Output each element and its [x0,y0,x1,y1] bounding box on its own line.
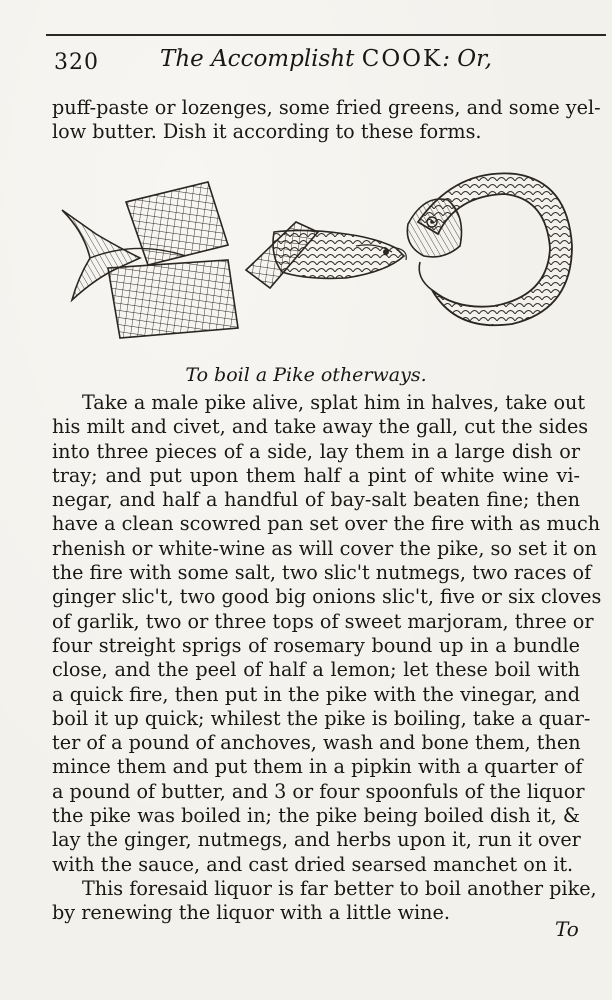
text-line: a quick fire, then put in the pike with the vinegar, and [52,682,580,706]
text-line: low butter. Dish it according to these forms. [52,120,482,144]
text-line: four streight sprigs of rosemary bound up in a bundle [52,633,580,657]
fish-curled [407,173,572,325]
text-line: close, and the peel of half a lemon; let these boil with [52,658,580,682]
fish-dish-icon [56,160,576,340]
text-line: rhenish or white-wine as will cover the pike, so set it on [52,536,597,560]
running-title-italic: The Accomplisht [160,46,355,72]
text-line: boil it up quick; whilest the pike is boiling, take a quar- [52,706,591,730]
page-number: 320 [54,50,99,75]
recipe-body [52,391,602,926]
lattice-pastry-lower [108,260,238,338]
text-line: a pound of butter, and 3 or four spoonfuls of the liquor [52,779,585,803]
text-line: puff-paste or lozenges, some fried greens, and some yel- [52,96,601,119]
text-line: ter of a pound of anchoves, wash and bone them, then [52,731,581,755]
text-line: negar, and half a handful of bay-salt beaten fine; then [52,488,580,512]
text-line: Take a male pike alive, splat him in halves, take out [82,391,586,414]
fish-middle [273,230,406,278]
text-line: of garlik, two or three tops of sweet marjoram, three or [52,609,594,633]
text-line: mince them and put them in a pipkin with a quarter of [52,755,583,779]
running-title-caps: COOK [361,46,443,72]
text-line: the pike was boiled in; the pike being boiled dish it, & [52,804,580,828]
recipe-title: To boil a Pike otherways. [185,364,427,386]
fish-woodcut-illustration [56,160,576,340]
lattice-pastry-upper [126,182,228,265]
running-header [48,44,608,80]
text-line: This foresaid liquor is far better to boil another pike, [82,876,597,900]
text-line: the fire with some salt, two slic't nutmegs, two races of [52,561,592,585]
text-line: into three pieces of a side, lay them in a large dish or [52,439,580,463]
text-line: ginger slic't, two good big onions slic't, five or six cloves [52,585,602,609]
text-line: tray; and put upon them half a pint of white wine vi- [52,463,580,487]
running-title-tail: : Or, [442,46,492,72]
running-title [160,46,492,72]
header-rule [46,34,606,36]
text-line: lay the ginger, nutmegs, and herbs upon it, run it over [52,828,581,852]
text-line: by renewing the liquor with a little wine. [52,901,450,925]
catchword: To [555,917,579,941]
text-line: have a clean scowred pan set over the fire with as much [52,512,601,536]
text-line: with the sauce, and cast dried searsed manchet on it. [52,852,574,876]
intro-paragraph [52,96,601,145]
text-line: his milt and civet, and take away the gall, cut the sides [52,415,589,439]
